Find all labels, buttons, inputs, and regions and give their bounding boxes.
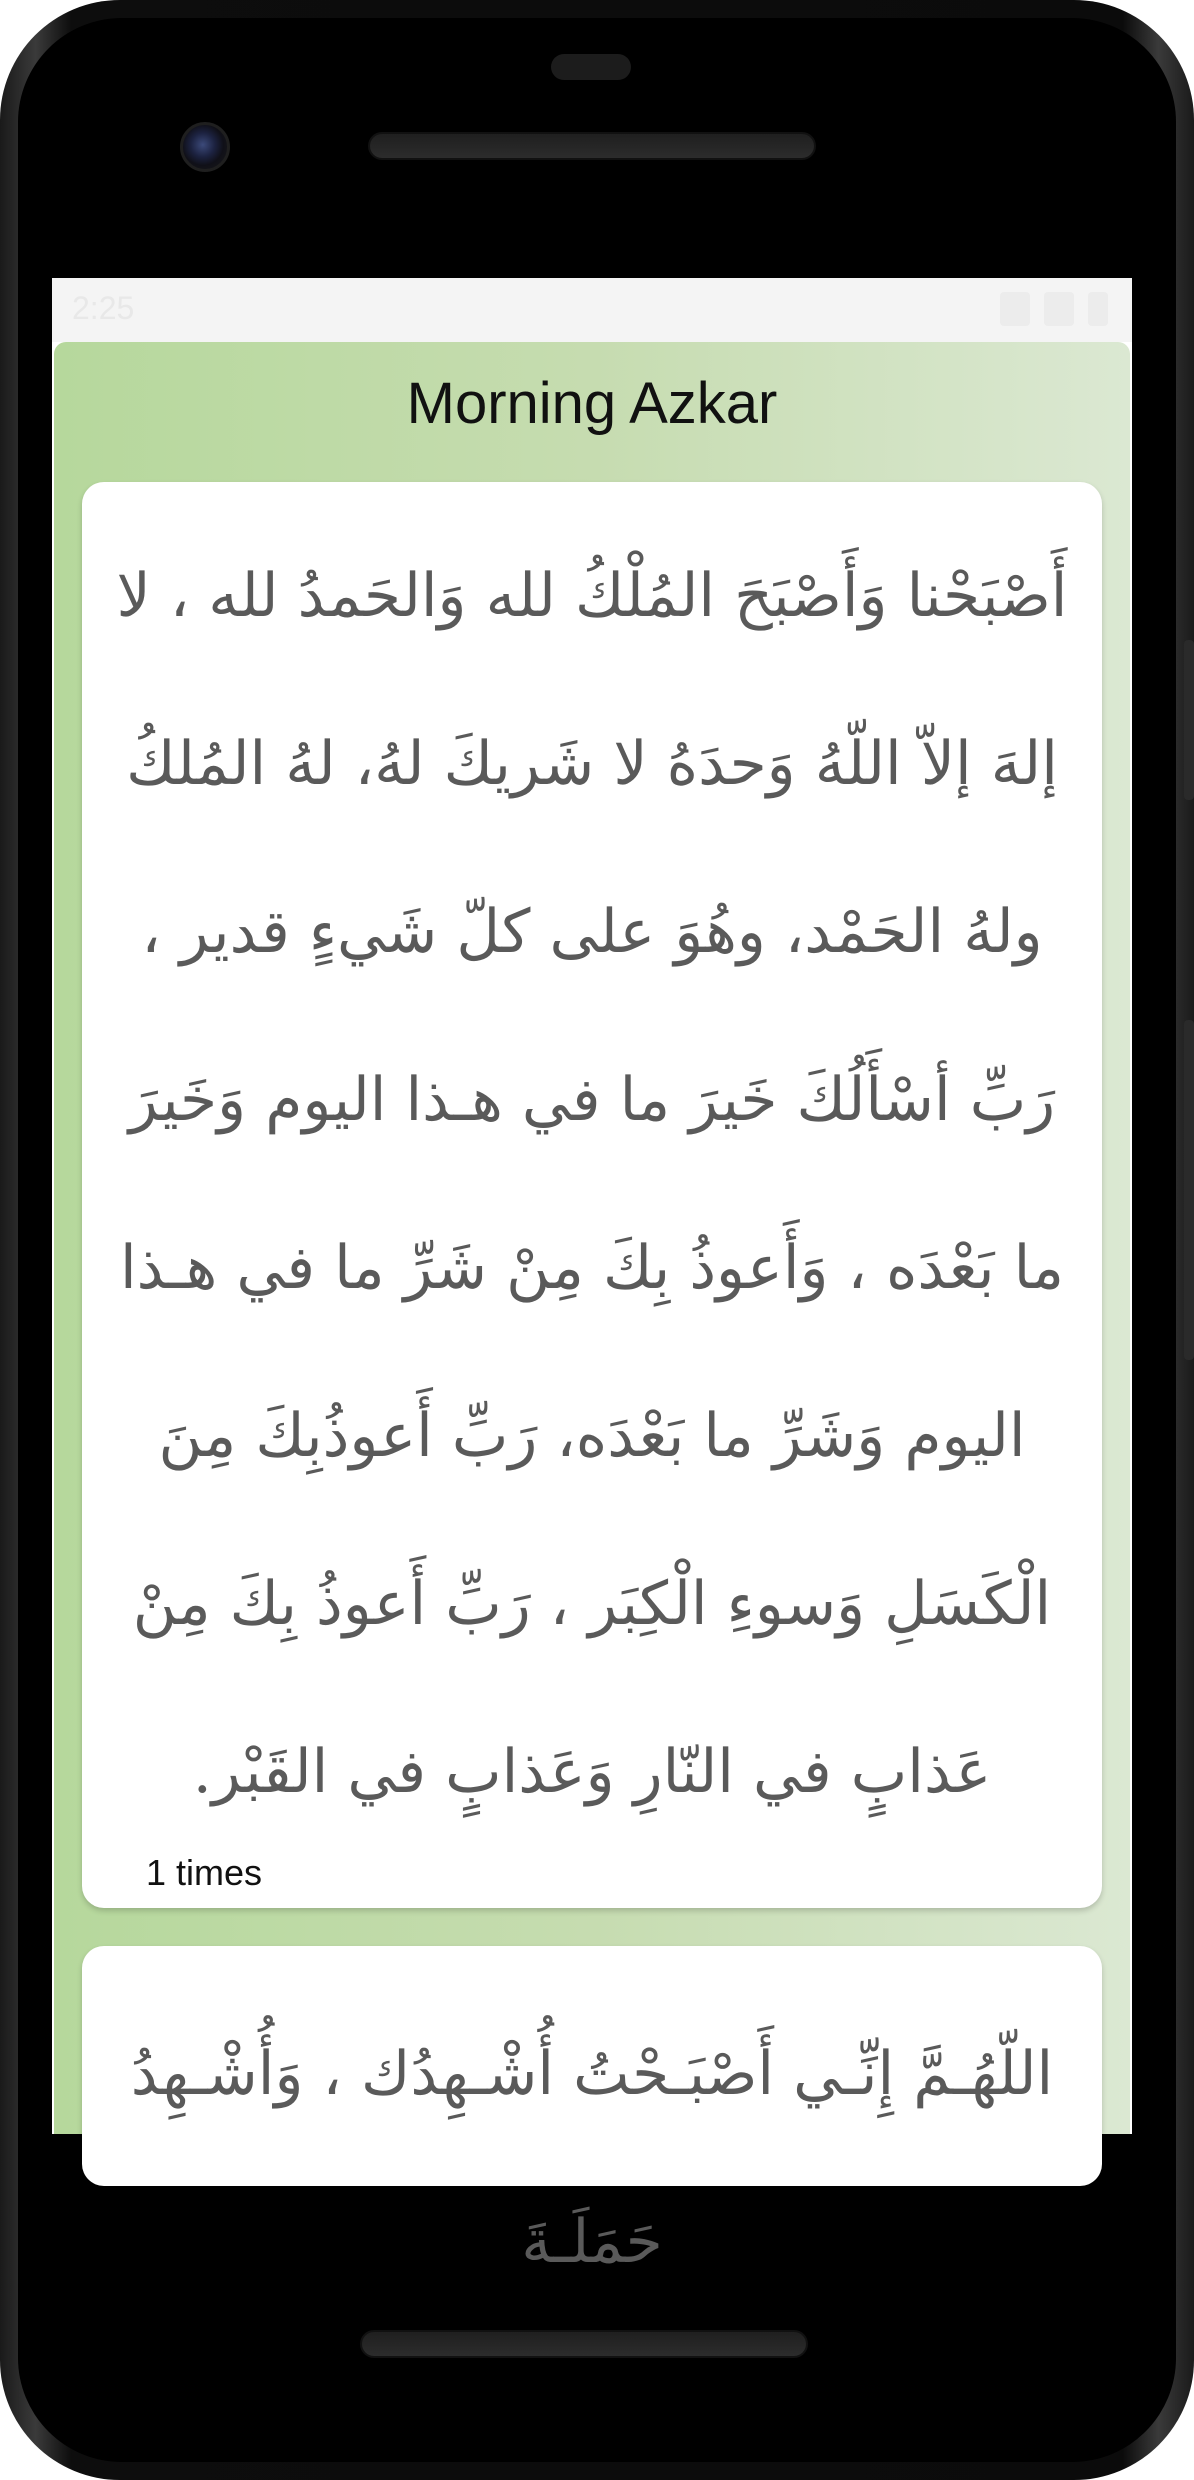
- wifi-icon: [1000, 292, 1030, 326]
- repeat-count: 1 times: [146, 1852, 263, 1893]
- status-time: 2:25: [72, 290, 135, 326]
- power-button: [1184, 640, 1194, 800]
- home-indicator[interactable]: [452, 2160, 732, 2172]
- status-icons: [1000, 292, 1108, 326]
- earpiece: [551, 54, 631, 80]
- front-camera-icon: [180, 122, 230, 172]
- bottom-speaker: [360, 2330, 808, 2358]
- signal-icon: [1044, 292, 1074, 326]
- screen: [52, 278, 1132, 2277]
- zikr-text: اللّهُـمَّ إِنِّـي أَصْبَـحْتُ أُشْـهِدُك ، وَأُشْـهِدُ حَمَلَـةَ: [130, 2039, 1054, 2277]
- battery-icon: [1088, 292, 1108, 326]
- volume-button: [1184, 1020, 1194, 1360]
- app-body[interactable]: [54, 342, 1130, 2277]
- zikr-text: أَصْبَحْنا وَأَصْبَحَ المُلْكُ لله وَالحَمدُ لله ، لا إلهَ إلاّ اللّهُ وَحدَهُ لا شَريكَ لهُ، لهُ المُلكُ ولهُ الحَمْد، وهُوَ على كلّ شَيءٍ قدير ، رَبِّ أسْأَلُكَ خَيرَ ما في هـذا اليوم وَخَيرَ ما بَعْدَه ، وَأَعوذُ بِكَ مِنْ شَرِّ ما في هـذا اليوم وَشَرِّ ما بَعْدَه، رَبِّ أَعوذُبِكَ مِنَ الْكَسَلِ وَسوءِ الْكِبَر ، رَبِّ أَعوذُ بِكَ مِنْ عَذابٍ في النّارِ وَعَذابٍ في القَبْر.: [116, 561, 1068, 1807]
- zikr-card[interactable]: [82, 482, 1102, 1908]
- zikr-card[interactable]: [82, 1946, 1102, 2277]
- top-speaker: [368, 132, 816, 160]
- status-bar: [52, 278, 1132, 342]
- page-title: Morning Azkar: [406, 371, 778, 436]
